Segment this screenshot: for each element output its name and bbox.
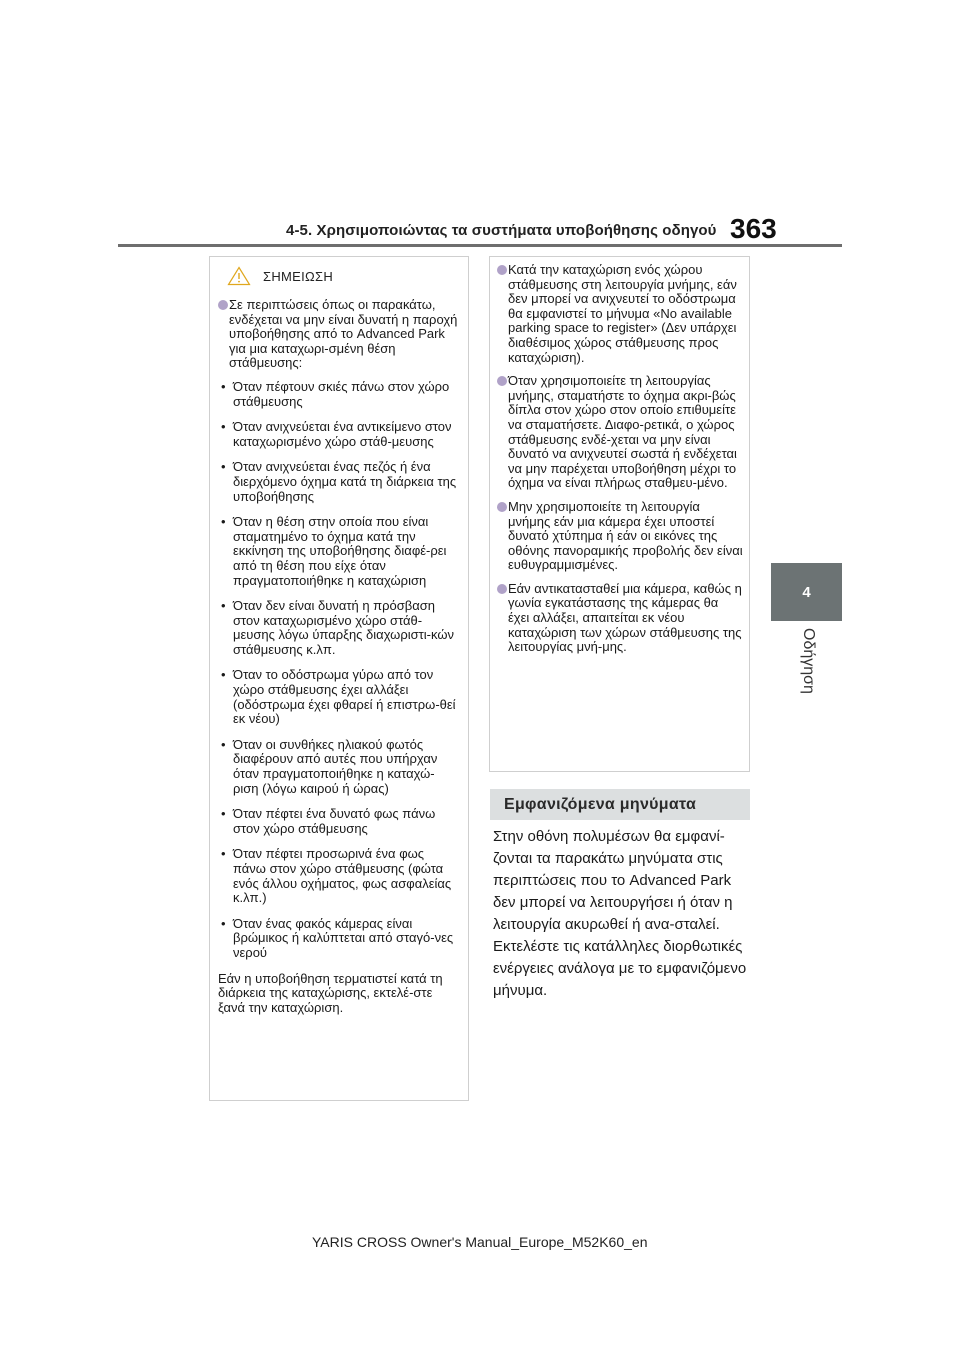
- sub-item: [218, 380, 460, 409]
- sub-item: [218, 847, 460, 905]
- bullet-dot-icon: [497, 376, 507, 386]
- sub-item: [218, 668, 460, 726]
- sub-item: [218, 599, 460, 657]
- sub-item-text: Όταν το οδόστρωμα γύρω από τον χώρο στάθμευσης έχει αλλάξει (οδόστρωμα έχει φθαρεί ή επιστρω-θεί εκ νέου): [233, 667, 456, 727]
- bullet-dot-icon: [497, 584, 507, 594]
- notice-closing-text: Εάν η υποβοήθηση τερματιστεί κατά τη διάρκεια της καταχώρισης, εκτελέ-στε ξανά την καταχώριση.: [218, 970, 443, 1015]
- sub-item-text: Όταν πέφτει ένα δυνατό φως πάνω στον χώρο στάθμευσης: [233, 806, 436, 836]
- sub-item-text: Όταν οι συνθήκες ηλιακού φωτός διαφέρουν από αυτές που υπήρχαν όταν πραγματοποιήθηκε η καταχώ-ριση (λόγω καιρού ή ώρας): [233, 736, 438, 796]
- sub-item: [218, 460, 460, 504]
- chapter-label: Οδήγηση: [800, 628, 817, 694]
- notice-box-left: [209, 256, 469, 1101]
- notice-box-right: [489, 256, 750, 772]
- sub-item: [218, 420, 460, 449]
- sub-item: [218, 515, 460, 588]
- notice-heading: [227, 266, 468, 286]
- notice-right-content: [497, 263, 743, 655]
- page-number: 363: [730, 213, 777, 244]
- sub-bullet-icon: •: [221, 846, 226, 862]
- sub-bullet-icon: •: [221, 736, 226, 752]
- section-heading: Εμφανιζόμενα μηνύματα: [490, 789, 750, 820]
- sub-bullet-icon: •: [221, 419, 226, 435]
- bullet-text: Σε περιπτώσεις όπως οι παρακάτω, ενδέχεται να μην είναι δυνατή η παροχή υποβοήθησης από το Advanced Park για μια καταχωρι-σμένη θέση στάθμευσης:: [229, 297, 458, 371]
- sub-item: [218, 917, 460, 961]
- bullet-text: Εάν αντικατασταθεί μια κάμερα, καθώς η γωνία εγκατάστασης της κάμερας θα έχει αλλάξει, απαιτείται εκ νέου καταχώριση των χώρων στάθμευσης της λειτουργίας μνή-μης.: [508, 580, 742, 655]
- warning-triangle-icon: [227, 266, 251, 286]
- bullet-dot-icon: [218, 300, 228, 310]
- sub-item-text: Όταν ένας φακός κάμερας είναι βρώμικος ή καλύπτεται από σταγό-νες νερού: [233, 915, 454, 960]
- footer-text: YARIS CROSS Owner's Manual_Europe_M52K60_en: [312, 1234, 648, 1250]
- sub-item-text: Όταν πέφτει προσωρινά ένα φως πάνω στον χώρο στάθμευσης (φώτα ενός άλλου οχήματος, φως ασφαλείας κ.λπ.): [233, 846, 452, 906]
- bullet-dot-icon: [497, 265, 507, 275]
- sub-item-text: Όταν ανιχνεύεται ένα αντικείμενο στον καταχωρισμένο χώρο στάθ-μευσης: [233, 419, 452, 449]
- sub-bullet-icon: •: [221, 598, 226, 614]
- chapter-tab: 4: [771, 563, 842, 621]
- bullet-text: Κατά την καταχώριση ενός χώρου στάθμευσης στη λειτουργία μνήμης, εάν δεν μπορεί να ανιχνευτεί το οδόστρωμα θα εμφανιστεί το μήνυμα «No available parking space to register» (Δεν υπάρχει διαθέσιμος χώρος στάθμευσης προς καταχώριση).: [508, 262, 737, 365]
- sub-item-text: Όταν η θέση στην οποία που είναι σταματημένο το όχημα κατά την εκκίνηση της υποβοήθησης διαφέ-ρει από τη θέση που είχε όταν πραγματοποιήθηκε η καταχώριση: [233, 514, 447, 588]
- sub-bullet-icon: •: [221, 459, 226, 475]
- sub-bullet-icon: •: [221, 514, 226, 530]
- bullet-paragraph: [497, 263, 743, 365]
- sub-item-text: Όταν δεν είναι δυνατή η πρόσβαση στον καταχωρισμένο χώρο στάθ-μευσης λόγω ύπαρξης διαχωριστι-κών στάθμευσης κ.λπ.: [233, 598, 454, 657]
- sub-item-text: Όταν πέφτουν σκιές πάνω στον χώρο στάθμευσης: [233, 378, 450, 409]
- sub-item-text: Όταν ανιχνεύεται ένας πεζός ή ένα διερχόμενο όχημα κατά τη διάρκεια της υποβοήθησης: [233, 459, 457, 504]
- bullet-paragraph: [497, 582, 743, 655]
- sub-bullet-icon: •: [221, 667, 226, 683]
- notice-heading-text: ΣΗΜΕΙΩΣΗ: [263, 268, 334, 284]
- sub-item: [218, 738, 460, 796]
- bullet-paragraph: [497, 374, 743, 491]
- bullet-paragraph: [497, 500, 743, 573]
- bullet-text: Μην χρησιμοποιείτε τη λειτουργία μνήμης εάν μια κάμερα έχει υποστεί δυνατό χτύπημα ή εάν οι εικόνες της οθόνης πανοραμικής προβολής δεν είναι ευθυγραμμισμένες.: [508, 498, 743, 573]
- sub-item: [218, 807, 460, 836]
- bullet-paragraph: [218, 298, 460, 371]
- header-title: 4-5. Χρησιμοποιώντας τα συστήματα υποβοήθησης οδηγού: [286, 222, 717, 239]
- sub-bullet-icon: •: [221, 806, 226, 822]
- bullet-text: Όταν χρησιμοποιείτε τη λειτουργίας μνήμης, σταματήστε το όχημα ακρι-βώς δίπλα στον χώρο στον οποίο επιθυμείτε να σταματήσετε. Διαφο-ρετικά, ο χώρος στάθμευσης ενδέ-χεται να μην είναι δυνατό να ανιχνευτεί σωστά ή ενδέχεται να μην παρέχεται υποβοήθηση μέχρι το όχημα να είναι πλήρως σταθμευ-μένο.: [508, 373, 737, 491]
- sub-bullet-icon: •: [221, 915, 226, 931]
- section-body-text: Στην οθόνη πολυμέσων θα εμφανί-ζονται τα παρακάτω μηνύματα στις περιπτώσεις που το Advanced Park δεν μπορεί να λειτουργήσει ή όταν η λειτουργία ακυρωθεί ή ανα-σταλεί. Εκτελέστε τις κατάλληλες διορθωτικές ενέργειες ανάλογα με το εμφανιζόμενο μήνυμα.: [493, 828, 747, 999]
- sub-bullet-icon: •: [221, 378, 226, 394]
- header-rule: [118, 244, 842, 247]
- bullet-dot-icon: [497, 502, 507, 512]
- notice-left-content: [218, 298, 460, 1015]
